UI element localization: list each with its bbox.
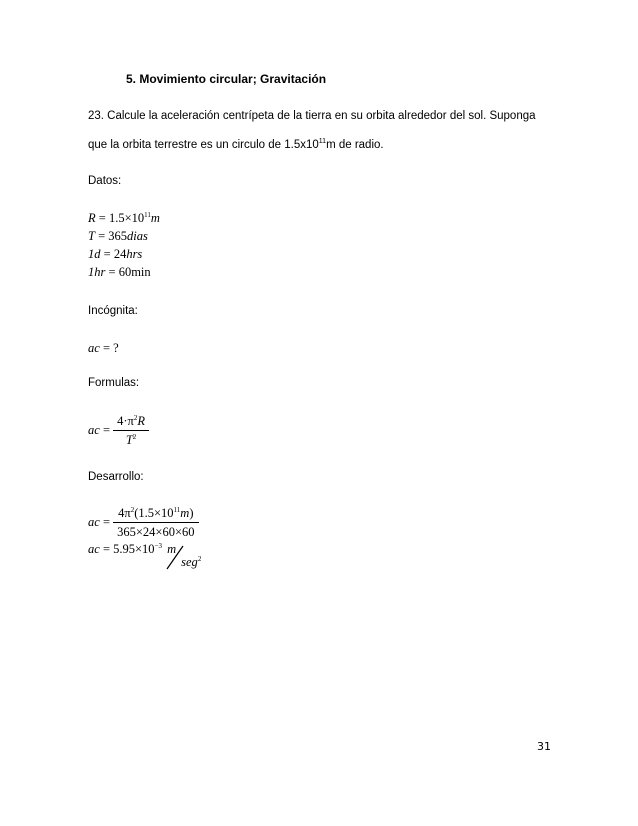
desarrollo-numerator-a: 4π [118,506,131,520]
datos-period: T = 365dias [88,229,148,243]
datos-hour-unit: min [131,265,151,279]
problem-line-1: 23. Calcule la aceleración centrípeta de la tierra en su orbita alrededor del sol. Suponga [88,110,536,122]
datos-day: 1d = 24hrs [88,247,143,261]
result-unit-denominator-text: seg [181,555,198,569]
desarrollo-result-value: 5.95×10 [113,542,155,556]
result-unit-denominator-exponent: 2 [197,555,202,563]
datos-period-symbol: T [88,229,95,243]
formula-numerator [113,414,149,431]
datos-radius-exponent: 11 [144,211,151,219]
section-heading: 5. Movimiento circular; Gravitación [126,72,327,86]
datos-day-value: 24 [113,247,127,261]
incognita-label: Incógnita: [88,305,138,317]
problem-line-2-text: que la orbita terrestre es un circulo de 1.5x10 [88,139,319,151]
datos-radius-value: 1.5×10 [108,211,145,225]
formula-numerator-exponent: 2 [133,414,138,422]
desarrollo-lhs: ac [88,514,100,529]
datos-hour-symbol: 1hr [88,265,106,279]
result-unit-numerator: m [167,542,177,556]
datos-day-symbol: 1d [88,247,101,261]
formula-denominator-exponent: 2 [132,433,137,441]
problem-line-2 [88,139,384,151]
datos-label: Datos: [88,175,122,187]
formulas-label: Formulas: [88,377,140,389]
result-unit-denominator [181,555,201,570]
formula-numerator-r: R [137,414,145,428]
datos-period-unit: dias [127,229,148,243]
desarrollo-paren-exponent: 11 [173,506,181,514]
formula-fraction [113,414,149,448]
result-unit [165,542,213,572]
incognita-equation: ac = ? [88,341,119,355]
desarrollo-paren-open: (1.5×10 [134,506,174,520]
formula-lhs: ac [88,422,100,437]
incognita-symbol: ac [88,341,100,355]
problem-line-2-suffix: m de radio. [326,139,384,151]
desarrollo-equation: ac = $\frac{4\pi^2(1.5\times 10^{11}m)}{365\times 24\times 60\times 60}$ [88,506,199,540]
datos-hour-value: 60 [118,265,132,279]
desarrollo-paren-close: ) [189,506,194,520]
desarrollo-fraction [113,506,198,540]
datos-day-unit: hrs [126,247,143,261]
datos-hour: 1hr = 60min [88,265,151,279]
datos-period-value: 365 [108,229,128,243]
datos-radius-unit: m [150,211,160,225]
formula-equation: ac = $\frac{4\cdot\pi^2R}{T^2}$ [88,414,149,448]
desarrollo-denominator: 365×24×60×60 [117,525,195,539]
datos-radius-symbol: R [88,211,96,225]
desarrollo-result-exponent: −3 [154,542,163,550]
desarrollo-label: Desarrollo: [88,471,144,483]
problem-line-2-exponent: 11 [318,138,327,145]
desarrollo-result-lhs: ac [88,542,100,556]
formula-denominator-t: T [125,433,133,447]
desarrollo-paren-unit: m [180,506,190,520]
incognita-value: ? [113,341,119,355]
page-number: 31 [537,740,551,753]
desarrollo-numerator [113,506,198,523]
datos-radius: $R = 1.5\times 10^{11}m$ [88,211,160,225]
desarrollo-numerator-exponent: 2 [130,506,135,514]
desarrollo-result: ac = $5.95\times 10^{-3}$ m seg$^2$ [88,542,213,572]
formula-numerator-a: 4·π [117,414,134,428]
formula-denominator [113,431,149,448]
